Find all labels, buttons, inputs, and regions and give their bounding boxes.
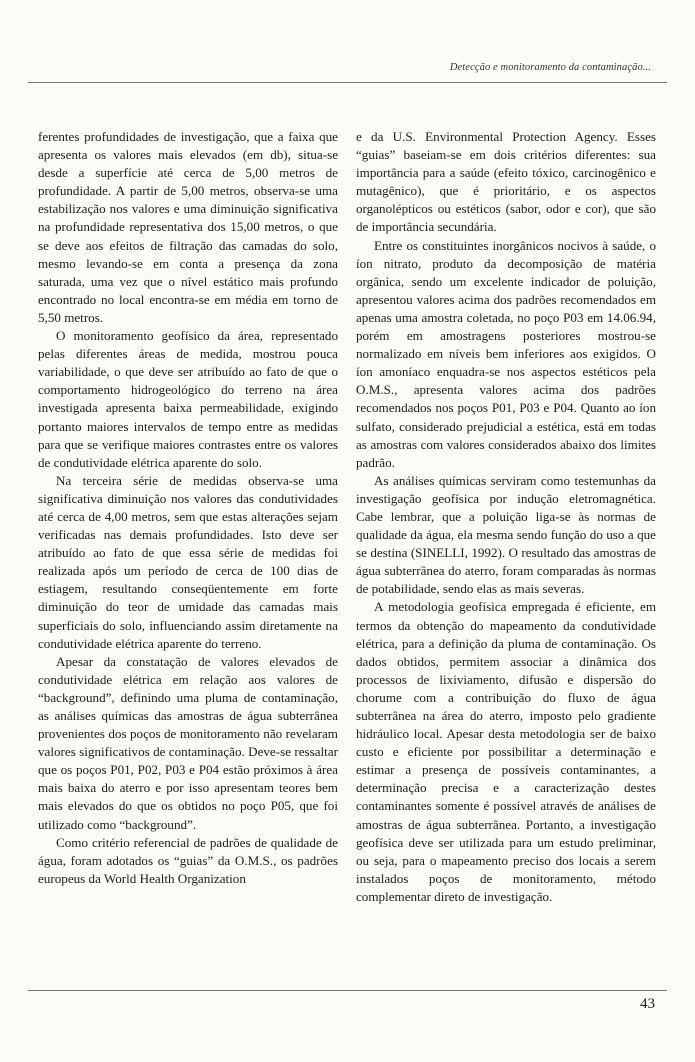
paragraph: Na terceira série de medidas observa-se uma significativa diminuição nos valores das condutividades até cerca de 4,00 metros, sem que estas alterações sejam verificadas nas demais profundidades. Isto deve ser atribuído ao fato de que essa série de medidas foi realizada após um período de cerca de 100 dias de estiagem, resultando conseqüentemente em forte diminuição do teor de umidade das camadas mais superficiais do solo, influenciando assim diretamente na condutividade elétrica aparente do terreno. <box>38 472 338 651</box>
right-column <box>356 128 656 906</box>
paragraph: As análises químicas serviram como testemunhas da investigação geofísica por indução eletromagnética. Cabe lembrar, que a poluição liga-se às normas de qualidade da água, ela mesma sendo função do uso a que se destina (SINELLI, 1992). O resultado das amostras de água subterrânea do aterro, foram comparadas às normas de potabilidade, sendo elas as mais severas. <box>356 472 656 597</box>
paragraph: Apesar da constatação de valores elevados de condutividade elétrica em relação aos valores de “background”, definindo uma pluma de contaminação, as análises químicas das amostras de água subterrânea provenientes dos poços de monitoramento não revelaram valores significativos de contaminação. Deve-se ressaltar que os poços P01, P02, P03 e P04 estão próximos à área mais baixa do aterro e por isso apresentam teores bem mais elevados do que os obtidos no poço P05, que foi utilizado como “background”. <box>38 653 338 832</box>
paragraph: e da U.S. Environmental Protection Agency. Esses “guias” baseiam-se em dois critérios diferentes: sua importância para a saúde (efeito tóxico, carcinogênico e mutagênico), que é prioritário, e os aspectos organolépticos ou estéticos (sabor, odor e cor), que são de importância secundária. <box>356 129 656 235</box>
paragraph: Como critério referencial de padrões de qualidade de água, foram adotados os “guias” da O.M.S., os padrões europeus da World Health Organization <box>38 834 338 886</box>
left-column <box>38 128 338 888</box>
header-divider <box>28 82 667 83</box>
paragraph: Entre os constituintes inorgânicos nocivos à saúde, o íon nitrato, produto da decomposição de matéria orgânica, sendo um excelente indicador de poluição, apresentou valores acima dos padrões recomendados em apenas uma amostra coletada, no poço P03 em 14.06.94, porém em amostragens posteriores mostrou-se normalizado em níveis bem inferiores aos exigidos. O íon amoníaco enquadra-se nos aspectos estéticos pela O.M.S., apresenta valores acima dos padrões recomendados nos poços P01, P03 e P04. Quanto ao íon sulfato, considerado prejudicial a estética, está em todas as amostras com valores considerados abaixo dos limites padrão. <box>356 237 656 470</box>
paragraph: ferentes profundidades de investigação, que a faixa que apresenta os valores mais elevados (em db), situa-se desde a superfície até cerca de 5,00 metros de profundidade. A partir de 5,00 metros, observa-se uma estabilização nos valores e uma diminuição significativa na profundidade representativa dos 15,00 metros, o que se deve aos efeitos de filtração das camadas do solo, mesmo levando-se em conta a presença da zona saturada, uma vez que o nível estático mais profundo encontrado no local encontra-se em média em torno de 5,50 metros. <box>38 129 338 325</box>
page-number: 43 <box>640 996 655 1012</box>
paragraph: A metodologia geofísica empregada é eficiente, em termos da obtenção do mapeamento da condutividade elétrica, para a definição da pluma de contaminação. Os dados obtidos, permitem associar a dinâmica dos processos de lixiviamento, difusão e dispersão do chorume com a contribuição do fluxo de água subterrânea na área do aterro, imposto pelo gradiente hidráulico local. Apesar desta metodologia ser de baixo custo e eficiente por possibilitar a determinação e estimar a presença de possíveis contaminantes, a determinação precisa e a caracterização destes contaminantes somente é possível através de análises de amostras de água subterrânea. Portanto, a investigação geofísica deve ser utilizada para um estudo preliminar, ou seja, para o mapeamento preciso dos locais a serem instalados poços de monitoramento, método complementar direto de investigação. <box>356 599 656 904</box>
footer-divider <box>28 990 667 991</box>
running-header: Detecção e monitoramento da contaminação... <box>449 62 651 73</box>
paragraph: O monitoramento geofísico da área, representado pelas diferentes áreas de medida, mostrou pouca variabilidade, o que deve ser atribuído ao fato de que o comportamento hidrogeológico do terreno na área investigada apresenta baixa permeabilidade, exigindo portanto maiores intervalos de tempo entre as medidas para que se verifique maiores contrastes entre os valores de condutividade elétrica aparente do solo. <box>38 328 338 470</box>
